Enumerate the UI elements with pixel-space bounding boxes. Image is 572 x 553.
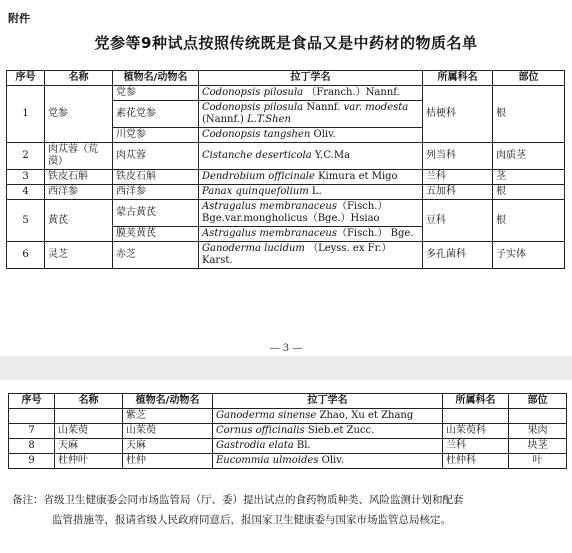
row-family: 多孔菌科 — [423, 242, 493, 269]
latin-author: （Fisch.） Bge. — [336, 228, 414, 239]
latin-author: Y.C.Ma — [311, 150, 351, 161]
row-name — [55, 409, 123, 424]
page-gap — [0, 356, 572, 380]
row-latin — [199, 185, 423, 200]
row-name: 铁皮石斛 — [45, 170, 113, 185]
footnote-line-2: 监管措施等，报请省级人民政府同意后，报国家卫生健康委与国家市场监管总局核定。 — [52, 514, 451, 526]
latin-name: Astragalus membranaceus — [202, 201, 337, 212]
row-species: 紫芝 — [123, 409, 213, 424]
header-species: 植物名/动物名 — [123, 394, 213, 409]
row-latin — [213, 454, 443, 469]
table-header-row — [9, 394, 567, 409]
substance-table-page-3 — [6, 70, 565, 269]
row-no: 6 — [7, 242, 45, 269]
header-family: 所属科名 — [443, 394, 509, 409]
row-species: 铁皮石斛 — [113, 170, 199, 185]
header-part: 部位 — [509, 394, 567, 409]
latin-author: Oliv. — [318, 455, 344, 466]
row-no: 7 — [9, 424, 55, 439]
row-latin — [199, 86, 423, 101]
row-latin — [199, 170, 423, 185]
row-family: 列当科 — [423, 143, 493, 170]
row-name: 党参 — [45, 86, 113, 143]
header-family: 所属科名 — [423, 71, 493, 86]
header-name: 名称 — [45, 71, 113, 86]
row-latin — [199, 101, 423, 128]
row-name: 灵芝 — [45, 242, 113, 269]
row-latin — [199, 128, 423, 143]
latin-variety: var. modesta — [343, 102, 409, 113]
latin-name: Ganoderma lucidum — [202, 243, 305, 254]
row-part: 块茎 — [509, 439, 567, 454]
row-family: 山茱萸科 — [443, 424, 509, 439]
table-row — [9, 424, 567, 439]
table-row — [7, 86, 565, 101]
row-species: 素花党参 — [113, 101, 199, 128]
header-part: 部位 — [493, 71, 565, 86]
row-no: 3 — [7, 170, 45, 185]
row-latin — [199, 143, 423, 170]
latin-name: Dendrobium officinale — [202, 171, 315, 182]
row-latin — [213, 409, 443, 424]
header-no: 序号 — [9, 394, 55, 409]
latin-name: Gastrodia elata — [216, 440, 294, 451]
row-species: 天麻 — [123, 439, 213, 454]
annex-label: 附件 — [8, 12, 30, 25]
latin-author-3: L.T.Shen — [247, 114, 291, 125]
row-no: 9 — [9, 454, 55, 469]
row-species: 山茱萸 — [123, 424, 213, 439]
row-no — [9, 409, 55, 424]
row-species: 膜荚黄芪 — [113, 227, 199, 242]
footnote-line-1: 备注：省级卫生健康委会同市场监管局（厅、委）提出试点的食药物质种类、风险监测计划和配套 — [12, 494, 464, 506]
row-name: 黄芪 — [45, 200, 113, 242]
row-no: 1 — [7, 86, 45, 143]
row-family: 兰科 — [443, 439, 509, 454]
latin-author-2: (Nannf.) — [202, 114, 248, 125]
row-no: 5 — [7, 200, 45, 242]
latin-name: Codonopsis tangshen — [202, 129, 311, 140]
row-family: 杜仲科 — [443, 454, 509, 469]
latin-name: Astragalus membranaceus — [202, 228, 337, 239]
row-no: 2 — [7, 143, 45, 170]
latin-name: Ganoderma sinense — [216, 410, 317, 421]
row-name: 肉苁蓉（荒漠） — [45, 143, 113, 170]
header-name: 名称 — [55, 394, 123, 409]
latin-name: Codonopsis pilosula — [202, 102, 304, 113]
latin-author: Nannf. — [303, 102, 344, 113]
row-name: 杜仲叶 — [55, 454, 123, 469]
row-species: 赤芝 — [113, 242, 199, 269]
table-row — [7, 185, 565, 200]
row-part: 肉质茎 — [493, 143, 565, 170]
row-latin — [213, 439, 443, 454]
header-species: 植物名/动物名 — [113, 71, 199, 86]
latin-author: Sieb.et Zucc. — [304, 425, 375, 436]
row-no: 8 — [9, 439, 55, 454]
latin-name: Codonopsis pilosula — [202, 87, 304, 98]
row-latin — [199, 200, 423, 227]
row-species: 肉苁蓉 — [113, 143, 199, 170]
table-row — [7, 242, 565, 269]
table-row — [9, 409, 567, 424]
latin-author: （Franch.）Nannf. — [303, 87, 400, 98]
row-name: 山茱萸 — [55, 424, 123, 439]
table-row — [9, 454, 567, 469]
row-species: 党参 — [113, 86, 199, 101]
row-species: 西洋参 — [113, 185, 199, 200]
row-latin — [199, 227, 423, 242]
row-latin — [199, 242, 423, 269]
latin-author: Oliv. — [310, 129, 336, 140]
footnote — [12, 490, 560, 530]
row-species: 川党参 — [113, 128, 199, 143]
row-family: 兰科 — [423, 170, 493, 185]
header-latin: 拉丁学名 — [199, 71, 423, 86]
latin-name: Cistanche deserticola — [202, 150, 312, 161]
page-number: — 3 — — [269, 343, 303, 354]
header-no: 序号 — [7, 71, 45, 86]
row-part: 根 — [493, 185, 565, 200]
row-part: 根 — [493, 86, 565, 143]
latin-author: Bl. — [293, 440, 311, 451]
row-family: 豆科 — [423, 200, 493, 242]
substance-table-page-4 — [8, 393, 567, 469]
row-part: 果肉 — [509, 424, 567, 439]
latin-author: Zhao, Xu et Zhang — [316, 410, 414, 421]
row-family: 桔梗科 — [423, 86, 493, 143]
row-part — [509, 409, 567, 424]
row-latin — [213, 424, 443, 439]
latin-name: Eucommia ulmoides — [216, 455, 319, 466]
latin-author: （Fisch.） Bge.var.mongholicus（Bge.）Hsiao — [202, 201, 388, 224]
table-row — [7, 143, 565, 170]
latin-author: L. — [308, 186, 322, 197]
latin-name: Cornus officinalis — [216, 425, 305, 436]
latin-author: （Leyss. ex Fr.）Karst. — [202, 243, 392, 266]
table-header-row — [7, 71, 565, 86]
latin-name: Panax quinquefolium — [202, 186, 309, 197]
table-row — [9, 439, 567, 454]
latin-author: Kimura et Migo — [314, 171, 398, 182]
document-title: 党参等9种试点按照传统既是食品又是中药材的物质名单 — [94, 34, 478, 52]
row-name: 天麻 — [55, 439, 123, 454]
row-part: 根 — [493, 200, 565, 242]
row-family: 五加科 — [423, 185, 493, 200]
table-row — [7, 170, 565, 185]
row-no: 4 — [7, 185, 45, 200]
row-species: 杜仲 — [123, 454, 213, 469]
row-species: 蒙古黄芪 — [113, 200, 199, 227]
row-part: 叶 — [509, 454, 567, 469]
row-part: 子实体 — [493, 242, 565, 269]
row-name: 西洋参 — [45, 185, 113, 200]
row-family — [443, 409, 509, 424]
table-row — [7, 200, 565, 227]
row-part: 茎 — [493, 170, 565, 185]
header-latin: 拉丁学名 — [213, 394, 443, 409]
